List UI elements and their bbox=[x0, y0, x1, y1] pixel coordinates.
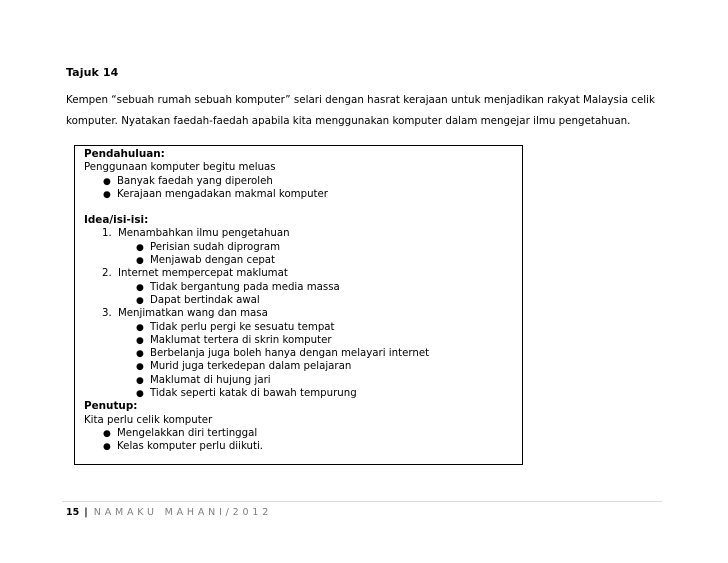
page-footer bbox=[66, 507, 272, 518]
list-item: ● Maklumat tertera di skrin komputer bbox=[84, 334, 429, 347]
numbered-point: 3. Menjimatkan wang dan masa bbox=[102, 308, 268, 320]
bullet-icon: ● bbox=[103, 442, 111, 453]
closing-text: Kita perlu celik komputer bbox=[84, 414, 213, 426]
list-item: ● Dapat bertindak awal bbox=[84, 294, 429, 307]
bullet-icon: ● bbox=[136, 295, 144, 306]
bullet-icon: ● bbox=[136, 322, 144, 333]
bullet-icon: ● bbox=[136, 335, 144, 346]
list-item: ● Tidak bergantung pada media massa bbox=[84, 281, 429, 294]
closing-heading: Penutup: bbox=[84, 400, 138, 413]
footer-brand: NAMAKU MAHANI/2012 bbox=[93, 507, 273, 518]
bullet-icon: ● bbox=[103, 176, 111, 187]
list-item: ● Tidak seperti katak di bawah tempurung bbox=[84, 387, 429, 400]
question-line: komputer. Nyatakan faedah-faedah apabila kita menggunakan komputer dalam mengejar ilmu pengetahuan. bbox=[66, 115, 631, 127]
footer-separator: | bbox=[84, 507, 88, 518]
outline-content bbox=[84, 148, 429, 454]
list-item: ● Menjawab dengan cepat bbox=[84, 254, 429, 267]
page-number: 15 bbox=[66, 507, 80, 518]
question-line: Kempen “sebuah rumah sebuah komputer” selari dengan hasrat kerajaan untuk menjadikan rakyat Malaysia celik bbox=[66, 94, 655, 106]
bullet-icon: ● bbox=[136, 389, 144, 400]
list-item: ● Tidak perlu pergi ke sesuatu tempat bbox=[84, 321, 429, 334]
bullet-icon: ● bbox=[136, 256, 144, 267]
bullet-icon: ● bbox=[103, 189, 111, 200]
list-item: ● Mengelakkan diri tertinggal bbox=[84, 427, 429, 440]
list-item: ● Kelas komputer perlu diikuti. bbox=[84, 440, 429, 453]
list-item: ● Kerajaan mengadakan makmal komputer bbox=[84, 188, 429, 201]
bullet-icon: ● bbox=[103, 428, 111, 439]
intro-heading: Pendahuluan: bbox=[84, 148, 165, 160]
bullet-icon: ● bbox=[136, 349, 144, 360]
intro-text: Penggunaan komputer begitu meluas bbox=[84, 162, 276, 174]
list-item: ● Maklumat di hujung jari bbox=[84, 374, 429, 387]
numbered-point: 2. Internet mempercepat maklumat bbox=[102, 268, 288, 280]
bullet-icon: ● bbox=[136, 375, 144, 386]
numbered-point: 1. Menambahkan ilmu pengetahuan bbox=[102, 228, 290, 240]
list-item: ● Murid juga terkedepan dalam pelajaran bbox=[84, 360, 429, 373]
bullet-icon: ● bbox=[136, 282, 144, 293]
footer-divider bbox=[62, 501, 662, 502]
question-text bbox=[66, 90, 666, 132]
list-item: ● Berbelanja juga boleh hanya dengan melayari internet bbox=[84, 347, 429, 360]
bullet-icon: ● bbox=[136, 362, 144, 373]
page-title: Tajuk 14 bbox=[66, 66, 119, 79]
body-heading: Idea/isi-isi: bbox=[84, 214, 149, 227]
bullet-icon: ● bbox=[136, 242, 144, 253]
list-item: ● Banyak faedah yang diperoleh bbox=[84, 175, 429, 188]
list-item: ● Perisian sudah diprogram bbox=[84, 241, 429, 254]
